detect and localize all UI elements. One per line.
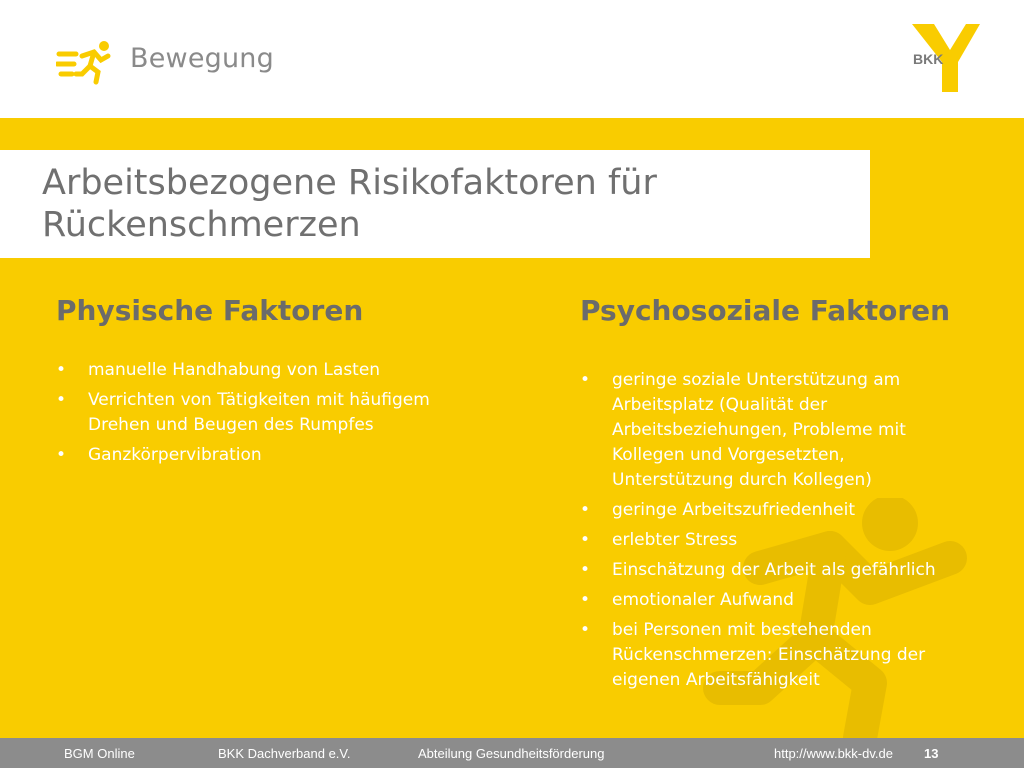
bullet-icon: •: [580, 620, 591, 640]
list-item-text: Verrichten von Tätigkeiten mit häufigem Drehen und Beugen des Rumpfes: [88, 390, 430, 435]
list-item-text: emotionaler Aufwand: [612, 590, 794, 610]
slide-footer: [0, 738, 1024, 768]
list-item-text: bei Personen mit bestehenden Rückenschmerzen: Einschätzung der eigenen Arbeitsfähigkeit: [612, 620, 926, 690]
psychosocial-factors-list: [580, 368, 960, 693]
list-item-text: erlebter Stress: [612, 530, 738, 550]
bullet-icon: •: [56, 360, 67, 380]
bullet-icon: •: [580, 530, 591, 550]
list-item: [580, 368, 960, 493]
list-item-text: manuelle Handhabung von Lasten: [88, 360, 381, 380]
list-item-text: Ganzkörpervibration: [88, 445, 262, 465]
physical-factors-heading: Physische Faktoren: [56, 294, 364, 327]
bullet-icon: •: [580, 560, 591, 580]
bullet-icon: •: [56, 445, 67, 465]
bullet-icon: •: [56, 390, 67, 410]
list-item-text: Einschätzung der Arbeit als gefährlich: [612, 560, 936, 580]
section-label: Bewegung: [130, 43, 274, 74]
physical-factors-column: [56, 292, 456, 473]
list-item: [580, 558, 960, 583]
psychosocial-factors-heading: Psychosoziale Faktoren: [580, 294, 951, 327]
bullet-icon: •: [580, 370, 591, 390]
running-person-icon: [56, 40, 118, 86]
logo-text: BKK: [913, 51, 944, 67]
footer-department: Abteilung Gesundheitsförderung: [418, 746, 605, 761]
title-line-1: Arbeitsbezogene Risikofaktoren für: [42, 163, 657, 203]
bullet-icon: •: [580, 500, 591, 520]
footer-organization: BKK Dachverband e.V.: [218, 746, 351, 761]
bullet-icon: •: [580, 590, 591, 610]
title-box: [0, 150, 870, 258]
bkk-logo: [912, 22, 982, 94]
slide-header: [0, 0, 1024, 118]
list-item-text: geringe Arbeitszufriedenheit: [612, 500, 856, 520]
list-item: [56, 443, 456, 468]
physical-factors-list: [56, 358, 456, 468]
footer-source: BGM Online: [64, 746, 135, 761]
list-item: [580, 528, 960, 553]
psychosocial-factors-column: [580, 292, 960, 698]
footer-url-link[interactable]: http://www.bkk-dv.de: [774, 746, 893, 761]
page-number: 13: [924, 746, 939, 761]
list-item: [56, 388, 456, 438]
list-item: [580, 618, 960, 693]
list-item: [580, 498, 960, 523]
slide-title: [42, 162, 862, 246]
title-line-2: Rückenschmerzen: [42, 205, 361, 245]
list-item: [580, 588, 960, 613]
list-item-text: geringe soziale Unterstützung am Arbeitsplatz (Qualität der Arbeitsbeziehungen, Probleme mit Kollegen und Vorgesetzten, Unterstützung durch Kollegen): [612, 370, 906, 490]
list-item: [56, 358, 456, 383]
